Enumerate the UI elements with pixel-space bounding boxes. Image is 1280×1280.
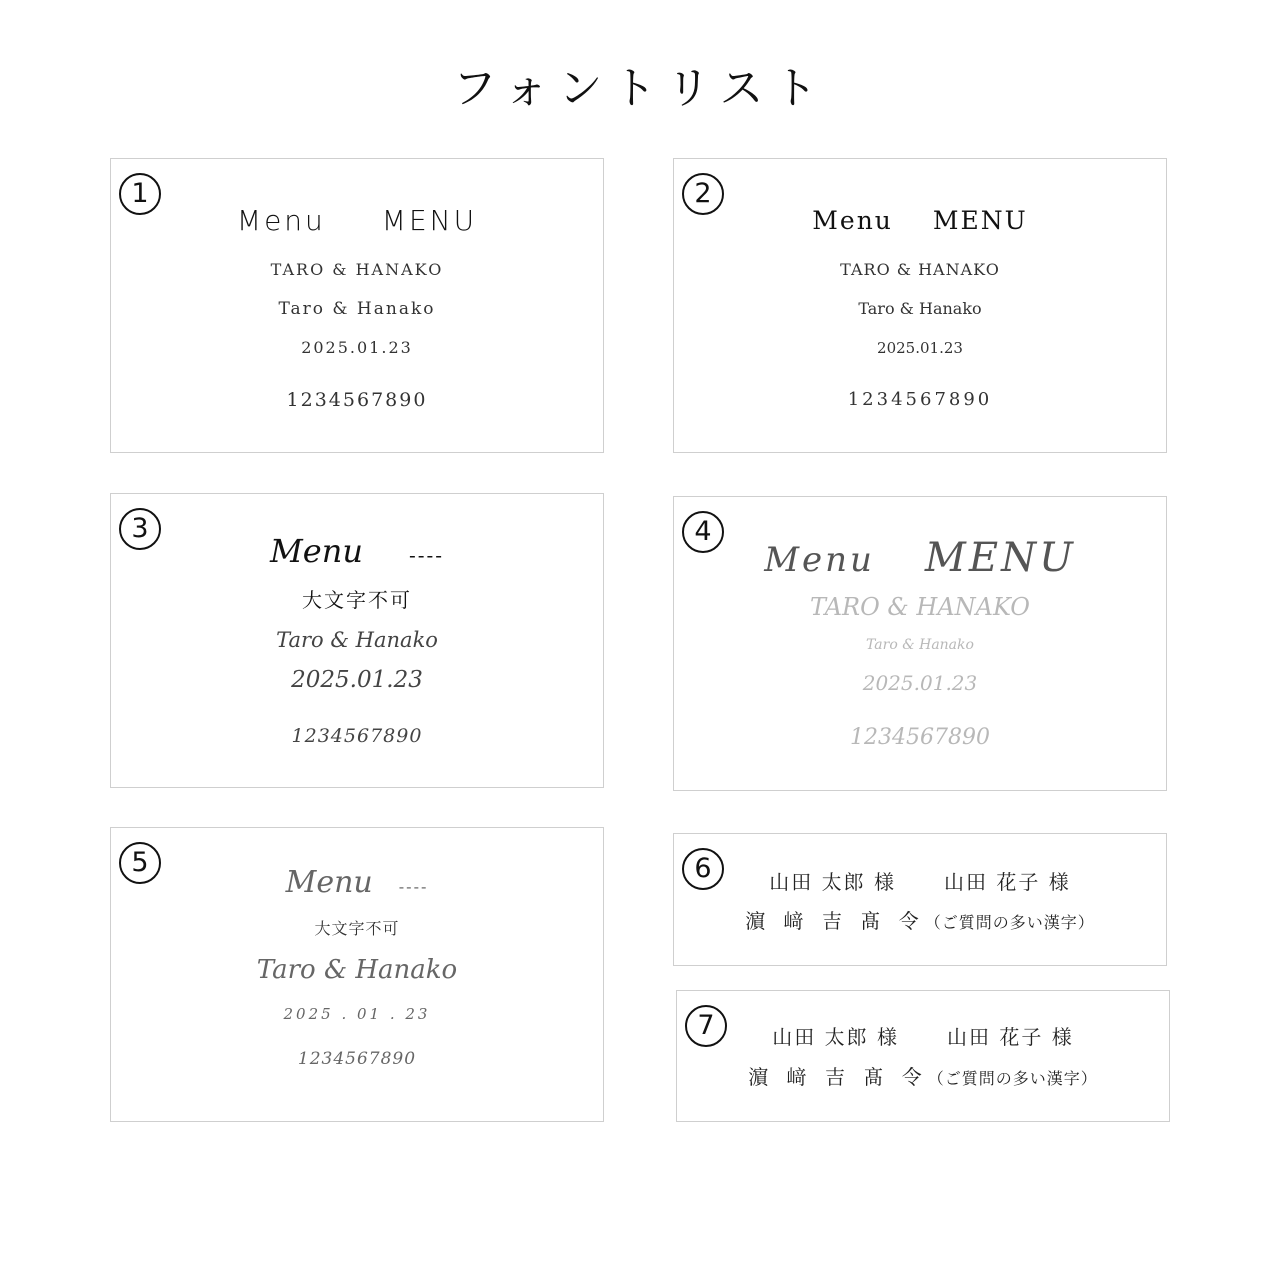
sample-number-badge: 5 [119, 842, 161, 884]
font-sample-card-1 [110, 158, 604, 453]
menu-text: Menu [236, 204, 326, 237]
guest-names-line [677, 1017, 1169, 1057]
kanji-note-text: （ご質問の多い漢字） [924, 913, 1095, 932]
sample-number-badge: 3 [119, 508, 161, 550]
kanji-sample-text: 濵 﨑 吉 髙 令 [748, 1065, 928, 1089]
digits-text: 1234567890 [297, 1049, 417, 1069]
names-upper-text: TARO & HANAKO [810, 593, 1030, 621]
uppercase-not-supported-text: 大文字不可 [314, 919, 400, 938]
font-sample-card-5 [110, 827, 604, 1122]
menu-text: Menu [285, 865, 373, 900]
names-upper-text: TARO & HANAKO [840, 260, 1000, 279]
digits-text: 1234567890 [847, 389, 993, 410]
guest-name-a: 山田 太郎 様 [772, 1025, 899, 1049]
names-upper-text: TARO & HANAKO [270, 260, 444, 279]
date-text: 2025.01.23 [877, 339, 963, 357]
page-title: フォントリスト [452, 63, 828, 114]
menu-text: Menu [764, 540, 875, 580]
menu-upper-text: MENU [381, 204, 478, 237]
menu-text: Menu [270, 532, 363, 570]
date-text: 2025.01.23 [301, 338, 413, 357]
digits-text: 1234567890 [286, 389, 428, 411]
date-text: 2025.01.23 [862, 671, 978, 695]
sample-number-badge: 1 [119, 173, 161, 215]
font-sample-card-6 [673, 833, 1167, 966]
names-text: Taro & Hanako [278, 299, 436, 319]
menu-dash-text: ---- [408, 543, 444, 567]
guest-name-b: 山田 花子 様 [947, 1025, 1074, 1049]
menu-line [111, 522, 603, 580]
kanji-line [674, 902, 1166, 940]
kanji-note-text: （ご質問の多い漢字） [927, 1069, 1098, 1088]
menu-line [674, 529, 1166, 587]
sample-number-badge: 6 [682, 848, 724, 890]
sample-number-badge: 2 [682, 173, 724, 215]
kanji-sample-text: 濵 﨑 吉 髙 令 [745, 909, 925, 933]
sample-number-badge: 7 [685, 1005, 727, 1047]
menu-text: Menu [812, 206, 893, 235]
font-sample-card-2 [673, 158, 1167, 453]
menu-dash-text: ---- [398, 877, 429, 896]
menu-upper-text: MENU [924, 535, 1076, 581]
font-sample-card-3 [110, 493, 604, 788]
guest-name-a: 山田 太郎 様 [769, 870, 896, 894]
guest-names-line [674, 862, 1166, 902]
digits-text: 1234567890 [850, 725, 990, 750]
sample-number-badge: 4 [682, 511, 724, 553]
digits-text: 1234567890 [291, 725, 423, 747]
uppercase-not-supported-text: 大文字不可 [302, 588, 412, 612]
menu-line [111, 191, 603, 251]
guest-name-b: 山田 花子 様 [944, 870, 1071, 894]
font-sample-card-4 [673, 496, 1167, 791]
kanji-line [677, 1057, 1169, 1097]
menu-line [111, 856, 603, 910]
names-text: Taro & Hanako [866, 637, 974, 653]
menu-line [674, 191, 1166, 251]
names-text: Taro & Hanako [276, 628, 438, 652]
date-text: 2025.01.23 [291, 667, 423, 693]
names-text: Taro & Hanako [858, 299, 982, 318]
names-text: Taro & Hanako [256, 955, 458, 985]
font-sample-card-7 [676, 990, 1170, 1122]
date-text: 2025 . 01 . 23 [283, 1005, 431, 1023]
menu-upper-text: MENU [932, 206, 1028, 235]
